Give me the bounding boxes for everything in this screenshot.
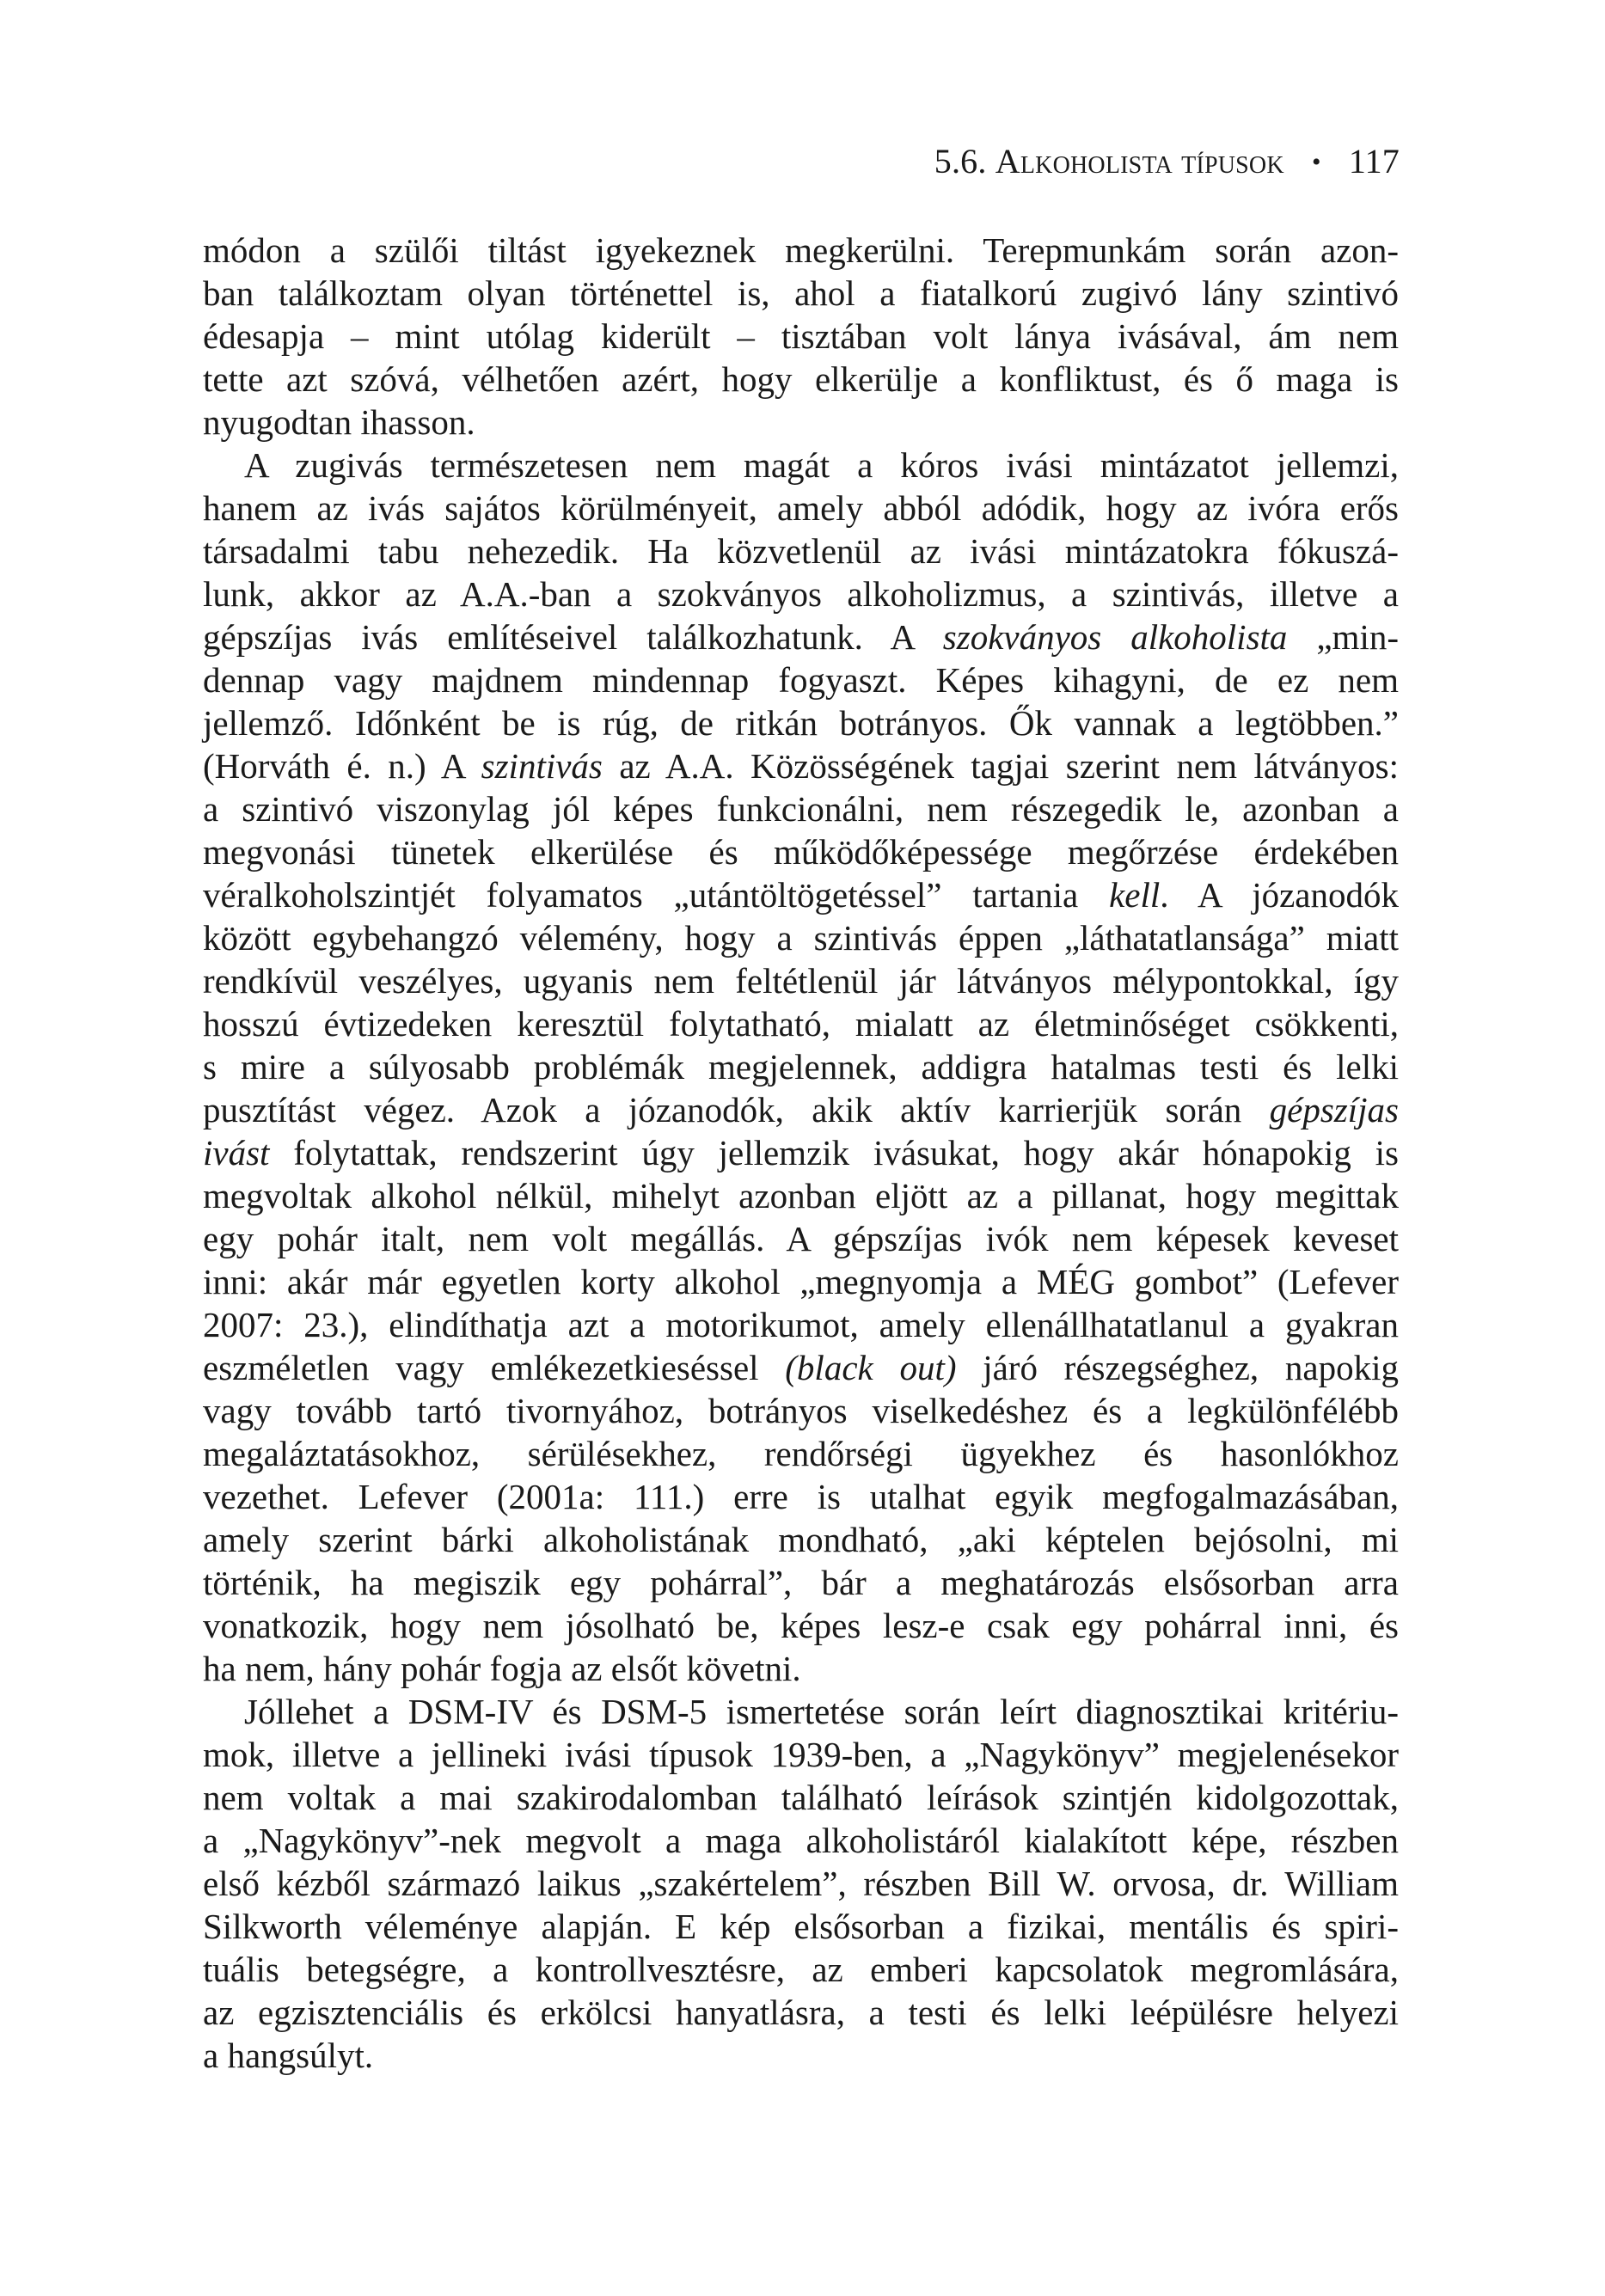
text-run: mok, illetve a jellineki ivási típusok 1939-ben, a „Nagykönyv” megjelenésekor xyxy=(203,1735,1399,1774)
paragraph xyxy=(203,444,1399,1690)
text-line xyxy=(203,701,1399,744)
italic-term: szintivás xyxy=(481,746,603,786)
text-run: eszméletlen vagy emlékezetkieséssel xyxy=(203,1348,786,1387)
text-run: között egybehangzó vélemény, hogy a szintivás éppen „láthatatlansága” miatt xyxy=(203,918,1399,958)
bullet-separator-icon: • xyxy=(1311,148,1321,176)
italic-term: kell xyxy=(1109,875,1161,915)
italic-term: szokványos alkoholista xyxy=(942,617,1288,657)
text-run: „min- xyxy=(1287,617,1399,657)
text-run: a szintivó viszonylag jól képes funkcionálni, nem részegedik le, azonban a xyxy=(203,789,1399,829)
text-line xyxy=(203,2034,1399,2077)
text-run: Jóllehet a DSM-IV és DSM-5 ismertetése során leírt diagnosztikai kritériu- xyxy=(244,1692,1399,1731)
text-line xyxy=(203,916,1399,959)
text-line xyxy=(203,1518,1399,1561)
text-line xyxy=(203,1905,1399,1948)
text-line xyxy=(203,444,1399,487)
text-line xyxy=(203,873,1399,916)
text-run: módon a szülői tiltást igyekeznek megkerülni. Terepmunkám során azon- xyxy=(203,230,1399,270)
body-text xyxy=(203,229,1399,2077)
text-run: 2007: 23.), elindíthatja azt a motorikumot, amely ellenállhatatlanul a gyakran xyxy=(203,1305,1399,1344)
text-line xyxy=(203,1002,1399,1045)
text-line xyxy=(203,1131,1399,1174)
text-line xyxy=(203,1088,1399,1131)
text-run: tette azt szóvá, vélhetően azért, hogy elkerülje a konfliktust, és ő maga is xyxy=(203,359,1399,399)
text-run: járó részegséghez, napokig xyxy=(956,1348,1399,1387)
text-run: (Horváth é. n.) A xyxy=(203,746,481,786)
text-run: megvoltak alkohol nélkül, mihelyt azonban eljött az a pillanat, hogy megittak xyxy=(203,1176,1399,1215)
text-line xyxy=(203,272,1399,315)
paragraph xyxy=(203,1690,1399,2077)
text-run: s mire a súlyosabb problémák megjelennek, addigra hatalmas testi és lelki xyxy=(203,1047,1399,1087)
text-run: az A.A. Közösségének tagjai szerint nem látványos: xyxy=(602,746,1399,786)
text-run: megvonási tünetek elkerülése és működőképessége megőrzése érdekében xyxy=(203,832,1399,872)
text-line xyxy=(203,1475,1399,1518)
text-run: ha nem, hány pohár fogja az elsőt követni. xyxy=(203,1649,801,1688)
text-line xyxy=(203,744,1399,787)
italic-term: ivást xyxy=(203,1133,270,1172)
text-line xyxy=(203,358,1399,401)
text-run: hanem az ivás sajátos körülményeit, amely abból adódik, hogy az ivóra erős xyxy=(203,488,1399,528)
italic-term: (black out) xyxy=(785,1348,957,1387)
section-number: 5.6. xyxy=(934,142,987,181)
text-line xyxy=(203,658,1399,701)
text-run: rendkívül veszélyes, ugyanis nem feltétlenül jár látványos mélypontokkal, így xyxy=(203,961,1399,1001)
text-run: amely szerint bárki alkoholistának mondható, „aki képtelen bejósolni, mi xyxy=(203,1520,1399,1559)
page-number: 117 xyxy=(1348,142,1400,181)
text-run: nem voltak a mai szakirodalomban található leírások szintjén kidolgozottak, xyxy=(203,1778,1399,1817)
text-line xyxy=(203,1217,1399,1260)
text-run: hosszú évtizedeken keresztül folytatható, mialatt az életminőséget csökkenti, xyxy=(203,1004,1399,1044)
text-run: az egzisztenciális és erkölcsi hanyatlásra, a testi és lelki leépülésre helyezi xyxy=(203,1993,1399,2032)
text-line xyxy=(203,787,1399,830)
text-run: a hangsúlyt. xyxy=(203,2036,374,2075)
text-line xyxy=(203,1432,1399,1475)
text-line xyxy=(203,1776,1399,1819)
text-line xyxy=(203,1389,1399,1432)
text-run: inni: akár már egyetlen korty alkohol „megnyomja a MÉG gombot” (Lefever xyxy=(203,1262,1399,1301)
text-line xyxy=(203,530,1399,572)
text-run: gépszíjas ivás említéseivel találkozhatunk. A xyxy=(203,617,943,657)
text-line xyxy=(203,315,1399,358)
text-line xyxy=(203,1733,1399,1776)
text-line xyxy=(203,1303,1399,1346)
text-line xyxy=(203,830,1399,873)
text-run: nyugodtan ihasson. xyxy=(203,402,475,442)
text-line xyxy=(203,487,1399,530)
text-run: lunk, akkor az A.A.-ban a szokványos alkoholizmus, a szintivás, illetve a xyxy=(203,574,1399,614)
text-line xyxy=(203,1561,1399,1604)
text-line xyxy=(203,229,1399,272)
text-run: pusztítást végez. Azok a józanodók, akik aktív karrierjük során xyxy=(203,1090,1270,1130)
text-line xyxy=(203,1819,1399,1862)
running-head xyxy=(934,141,1400,183)
text-line xyxy=(203,1647,1399,1690)
text-line xyxy=(203,615,1399,658)
text-line xyxy=(203,1045,1399,1088)
text-line xyxy=(203,401,1399,444)
text-run: egy pohár italt, nem volt megállás. A gépszíjas ivók nem képesek keveset xyxy=(203,1219,1399,1258)
text-line xyxy=(203,1690,1399,1733)
text-run: jellemző. Időnként be is rúg, de ritkán botrányos. Ők vannak a legtöbben.” xyxy=(203,703,1399,743)
paragraph xyxy=(203,229,1399,444)
text-line xyxy=(203,1346,1399,1389)
text-run: véralkoholszintjét folyamatos „utántöltögetéssel” tartania xyxy=(203,875,1110,915)
text-run: társadalmi tabu nehezedik. Ha közvetlenül az ivási mintázatokra fókuszá- xyxy=(203,531,1399,571)
text-line xyxy=(203,1260,1399,1303)
text-line xyxy=(203,1604,1399,1647)
section-title: Alkoholista típusok xyxy=(995,142,1284,181)
text-line xyxy=(203,1948,1399,1991)
text-run: édesapja – mint utólag kiderült – tisztában volt lánya ivásával, ám nem xyxy=(203,316,1399,356)
text-run: Silkworth véleménye alapján. E kép elsősorban a fizikai, mentális és spiri- xyxy=(203,1907,1399,1946)
text-run: vezethet. Lefever (2001a: 111.) erre is utalhat egyik megfogalmazásában, xyxy=(203,1477,1399,1516)
text-run: megaláztatásokhoz, sérülésekhez, rendőrségi ügyekhez és hasonlókhoz xyxy=(203,1434,1399,1473)
text-run: . A józanodók xyxy=(1160,875,1400,915)
text-line xyxy=(203,1862,1399,1905)
text-run: folytattak, rendszerint úgy jellemzik ivásukat, hogy akár hónapokig is xyxy=(269,1133,1399,1172)
text-run: első kézből származó laikus „szakértelem”, részben Bill W. orvosa, dr. William xyxy=(203,1864,1399,1903)
text-run: történik, ha megiszik egy pohárral”, bár a meghatározás elsősorban arra xyxy=(203,1563,1399,1602)
text-run: vagy tovább tartó tivornyához, botrányos viselkedéshez és a legkülönfélébb xyxy=(203,1391,1399,1430)
text-run: vonatkozik, hogy nem jósolható be, képes lesz-e csak egy pohárral inni, és xyxy=(203,1606,1399,1645)
text-run: a „Nagykönyv”-nek megvolt a maga alkoholistáról kialakított képe, részben xyxy=(203,1821,1399,1860)
text-run: tuális betegségre, a kontrollvesztésre, az emberi kapcsolatok megromlására, xyxy=(203,1950,1399,1989)
italic-term: gépszíjas xyxy=(1269,1090,1399,1130)
text-line xyxy=(203,1174,1399,1217)
text-run: A zugivás természetesen nem magát a kóros ivási mintázatot jellemzi, xyxy=(244,445,1399,485)
text-line xyxy=(203,572,1399,615)
text-line xyxy=(203,1991,1399,2034)
text-line xyxy=(203,959,1399,1002)
text-run: ban találkoztam olyan történettel is, ahol a fiatalkorú zugivó lány szintivó xyxy=(203,273,1399,313)
text-run: dennap vagy majdnem mindennap fogyaszt. Képes kihagyni, de ez nem xyxy=(203,660,1399,700)
